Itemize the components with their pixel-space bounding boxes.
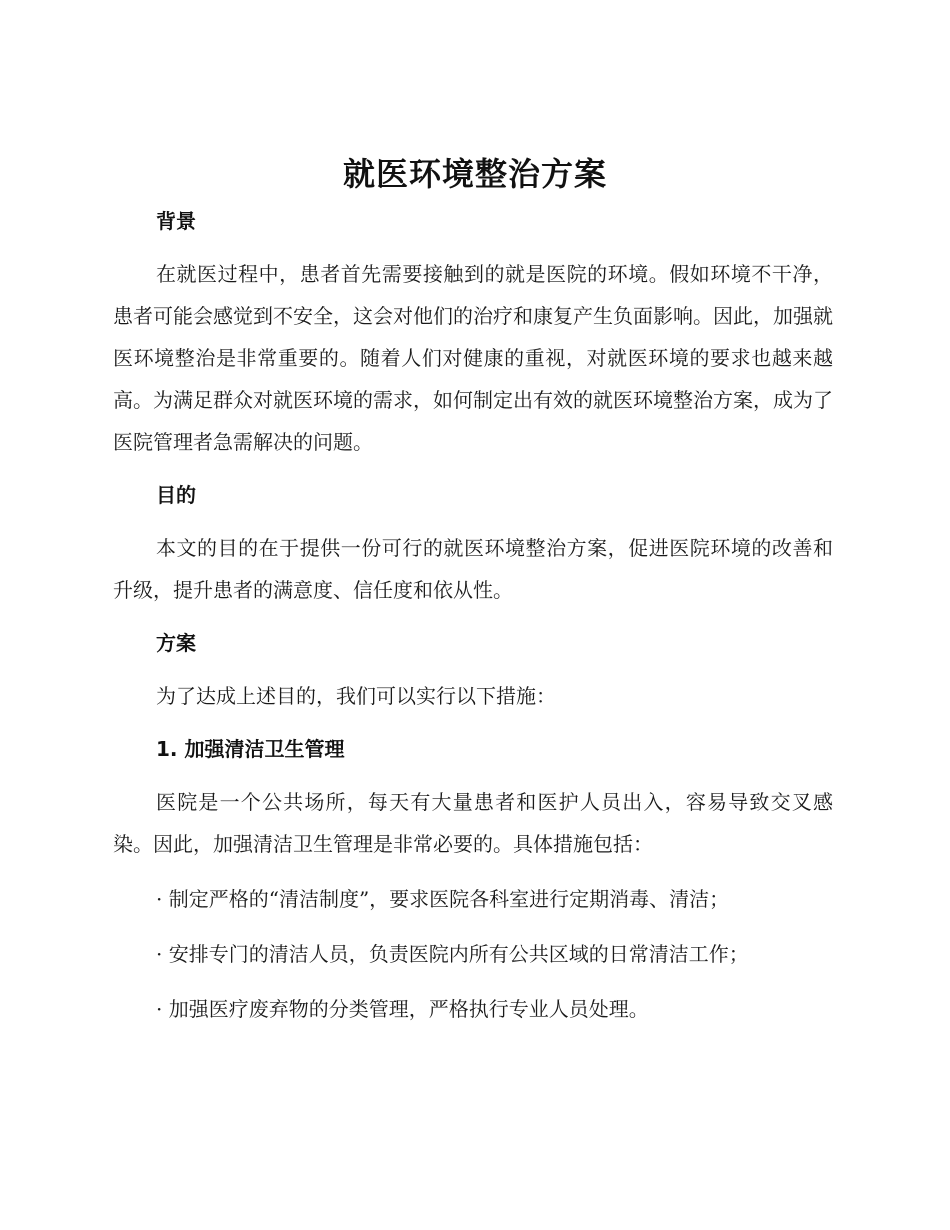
section-heading-purpose: 目的 <box>156 483 196 507</box>
list-item: · 制定严格的“清洁制度”，要求医院各科室进行定期消毒、清洁； <box>156 887 730 911</box>
purpose-paragraph: 本文的目的在于提供一份可行的就医环境整治方案，促进医院环境的改善和升级，提升患者的满意度、信任度和依从性。 <box>113 536 833 602</box>
document-body <box>113 200 833 1043</box>
plan-intro: 为了达成上述目的，我们可以实行以下措施： <box>156 684 556 708</box>
measure-heading-cleaning: 1. 加强清洁卫生管理 <box>156 737 345 761</box>
list-item: · 安排专门的清洁人员，负责医院内所有公共区域的日常清洁工作； <box>156 942 749 966</box>
document-title: 就医环境整治方案 <box>342 155 607 193</box>
section-heading-background: 背景 <box>156 209 196 233</box>
measure-paragraph-cleaning: 医院是一个公共场所，每天有大量患者和医护人员出入，容易导致交叉感染。因此，加强清洁卫生管理是非常必要的。具体措施包括： <box>113 790 833 856</box>
section-heading-plan: 方案 <box>156 631 196 655</box>
background-paragraph: 在就医过程中，患者首先需要接触到的就是医院的环境。假如环境不干净，患者可能会感觉到不安全，这会对他们的治疗和康复产生负面影响。因此，加强就医环境整治是非常重要的。随着人们对健康的重视，对就医环境的要求也越来越高。为满足群众对就医环境的需求，如何制定出有效的就医环境整治方案，成为了医院管理者急需解决的问题。 <box>113 262 833 454</box>
list-item: · 加强医疗废弃物的分类管理，严格执行专业人员处理。 <box>156 997 649 1021</box>
